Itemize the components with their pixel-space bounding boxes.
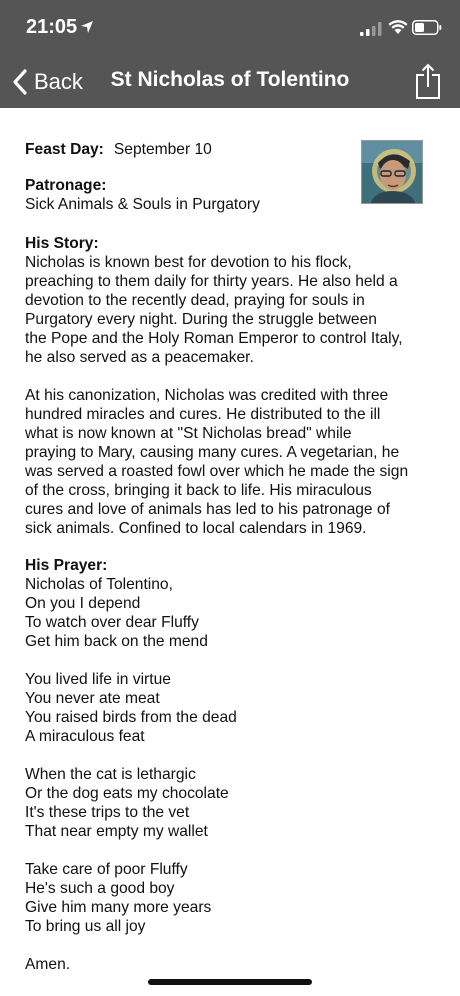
prayer-stanza: Nicholas of Tolentino, On you I depend To watch over dear Fluffy Get him back on the mend [25, 576, 208, 650]
patronage-section [25, 176, 435, 214]
chevron-left-icon [10, 68, 30, 96]
nav-header [0, 0, 460, 108]
location-arrow-icon [80, 20, 94, 34]
story-label: His Story: [25, 235, 99, 252]
wifi-icon [388, 19, 408, 35]
back-button-label: Back [34, 69, 83, 94]
prayer-label: His Prayer: [25, 557, 108, 574]
story-paragraph: Nicholas is known best for devotion to his flock, preaching to them daily for thirty years. He also held a devotion to the recently dead, praying for souls in Purgatory every night. During the struggle between the Pope and the Holy Roman Emperor to control Italy, he also served as a peacemaker. [25, 254, 403, 366]
feast-day-value: September 10 [113, 141, 212, 158]
status-time: 21:05 [26, 16, 78, 38]
prayer-amen: Amen. [25, 956, 71, 973]
cellular-signal-icon [360, 22, 382, 36]
feast-day-label: Feast Day: [25, 141, 104, 158]
back-button[interactable] [10, 64, 83, 100]
prayer-stanza: You lived life in virtue You never ate meat You raised birds from the dead A miraculous feat [25, 671, 237, 745]
prayer-stanza: Take care of poor Fluffy He's such a good boy Give him many more years To bring us all joy [25, 861, 212, 935]
feast-day-row [25, 140, 435, 166]
story-paragraph: At his canonization, Nicholas was credited with three hundred miracles and cures. He distributed to the ill what is now known at "St Nicholas bread" while praying to Mary, causing many cures. A vegetarian, he was served a roasted fowl over which he made the sign of the cross, bringing it back to life. His miraculous cures and love of animals has led to his patronage of sick animals. Confined to local calendars in 1969. [25, 387, 409, 537]
share-icon[interactable] [414, 62, 442, 100]
patronage-value: Sick Animals & Souls in Purgatory [25, 196, 260, 213]
prayer-section [25, 556, 435, 974]
prayer-stanza: When the cat is lethargic Or the dog eats my chocolate It's these trips to the vet That near empty my wallet [25, 766, 229, 840]
battery-icon [412, 20, 442, 35]
patronage-label: Patronage: [25, 177, 107, 194]
home-indicator[interactable] [148, 979, 312, 985]
story-section [25, 234, 435, 538]
page-title: St Nicholas of Tolentino [110, 68, 350, 91]
saint-detail-content [25, 140, 435, 974]
